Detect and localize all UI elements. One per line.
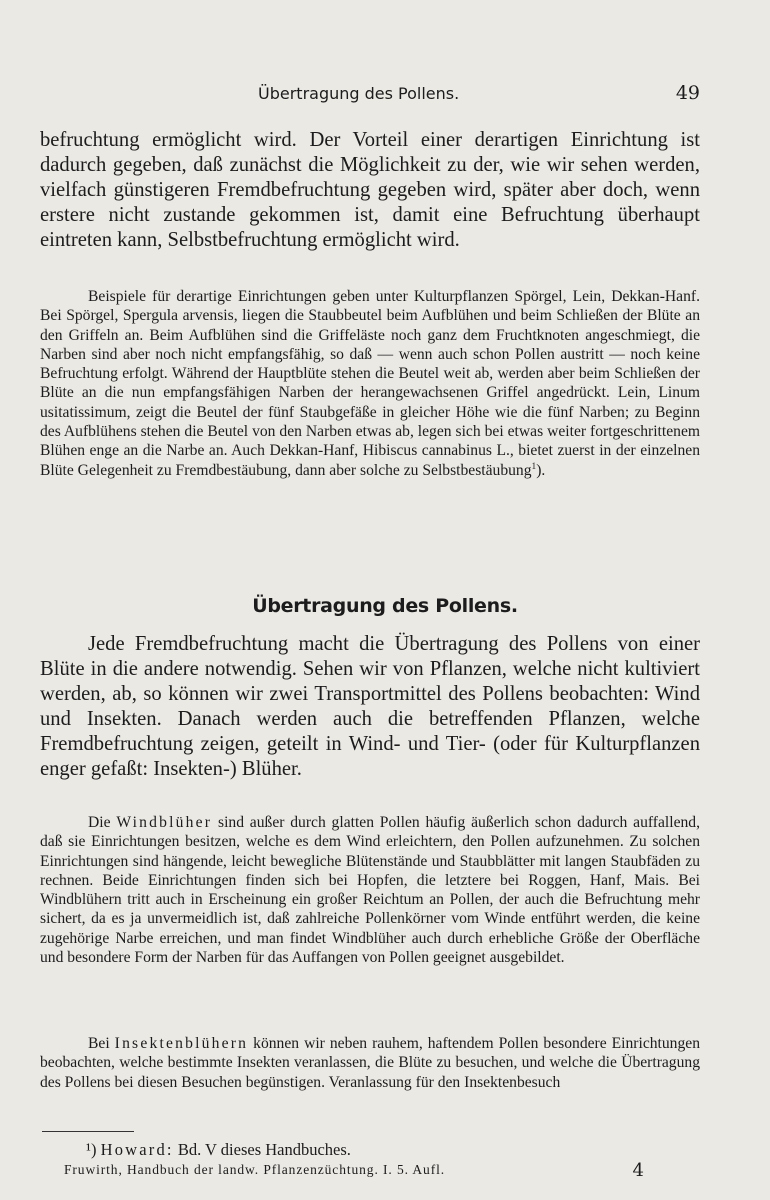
signature-mark: 4 <box>632 1160 644 1181</box>
paragraph-examples <box>40 287 700 480</box>
footnote-mark: ¹) <box>86 1140 97 1159</box>
term-windblueher: Windblüher <box>116 814 213 831</box>
paragraph-insect-prefix: Bei <box>88 1035 110 1052</box>
paragraph-examples-end: ). <box>536 461 546 479</box>
paragraph-examples-text: Beispiele für derartige Einrichtungen geben unter Kulturpflanzen Spörgel, Lein, Dekkan-Hanf. Bei Spörgel, Spergula arvensis, liegen die Staubbeutel beim Aufblühen und beim Schließen der Blüte an den Griffeln an. Beim Aufblühen sind die Griffeläste noch ganz dem Fruchtknoten angeschmiegt, die Narben sind aber noch nicht empfangsfähig, so daß — wenn auch schon Pollen austritt — noch keine Befruchtung erfolgt. Während der Hauptblüte stehen die Beutel weit ab, werden aber beim Schließen der Blüte an die nun empfangsfähigen Narben der herangewachsenen Griffel angedrückt. Lein, Linum usitatissimum, zeigt die Beutel der fünf Staubgefäße in gleicher Höhe wie die fünf Narben; zu Beginn des Aufblühens stehen die Beutel von den Narben etwas ab, legen sich bei etwas weiter fortgeschrittenem Blühen enge an die Narbe an. Auch Dekkan-Hanf, Hibiscus cannabinus L., bietet zuerst in der einzelnen Blüte Gelegenheit zu Fremdbestäubung, dann aber solche zu Selbstbestäubung <box>40 288 700 479</box>
paragraph-section-intro: Jede Fremdbefruchtung macht die Übertragung des Pollens von einer Blüte in die andere notwendig. Sehen wir von Pflanzen, welche nicht kultiviert werden, ab, so können wir zwei Transportmittel des Pollens beobachten: Wind und Insekten. Danach werden auch die betreffenden Pflanzen, welche Fremdbefruchtung zeigen, geteilt in Wind- und Tier- (oder für Kulturpflanzen enger gefaßt: Insekten-) Blüher. <box>40 633 700 781</box>
paragraph-wind-text: sind außer durch glatten Pollen häufig äußerlich schon dadurch auffallend, daß sie Einrichtungen besitzen, welche es dem Wind erleichtern, den Pollen aufzunehmen. Zu solchen Einrichtungen sind hängende, leicht bewegliche Blütenstände und Staubblätter mit langen Staubfäden zu rechnen. Beide Einrichtungen finden sich bei Hopfen, die letztere bei Roggen, Hanf, Mais. Bei Windblühern tritt auch in Erscheinung ein großer Reichtum an Pollen, der auch die Befruchtung mehr sichert, da es ja unvermeidlich ist, daß zahlreiche Pollenkörner vom Winde entführt werden, die keine zugehörige Narbe erreichen, und man findet Windblüher auch durch erhebliche Größe der Oberfläche und besondere Form der Narben für das Auffangen von Pollen geeignet ausgebildet. <box>40 814 700 967</box>
paragraph-insect <box>40 1034 700 1092</box>
footnote-author: Howard: <box>100 1140 174 1159</box>
paragraph-insect-text: können wir neben rauhem, haftendem Pollen besondere Einrichtungen beobachten, welche bestimmte Insekten veranlassen, die Blüte zu besuchen, und welche die Übertragung des Pollens bei diesen Besuchen begünstigen. Veranlassung für den Insektenbesuch <box>40 1035 700 1091</box>
footnote-text: Bd. V dieses Handbuches. <box>177 1140 351 1159</box>
running-head <box>0 84 770 110</box>
imprint-line: Fruwirth, Handbuch der landw. Pflanzenzüchtung. I. 5. Aufl. <box>64 1162 446 1177</box>
paragraph-wind <box>40 813 700 967</box>
footnote-divider <box>42 1131 134 1132</box>
paragraph-intro: befruchtung ermöglicht wird. Der Vorteil einer derartigen Einrichtung ist dadurch gegeben, daß zunächst die Möglichkeit zu der, wie wir sehen werden, vielfach günstigeren Fremdbefruchtung gegeben wird, später aber doch, wenn erstere nicht zustande gekommen ist, damit eine Befruchtung überhaupt eintreten kann, Selbstbefruchtung ermöglicht wird. <box>40 129 700 252</box>
footnote-reference: 1 <box>531 461 537 472</box>
section-heading: Übertragung des Pollens. <box>252 595 518 617</box>
term-insektenblueher: Insektenblühern <box>114 1035 249 1052</box>
running-head-title: Übertragung des Pollens. <box>258 84 460 103</box>
footnote <box>86 1140 351 1160</box>
page-number: 49 <box>675 82 700 104</box>
paragraph-wind-prefix: Die <box>88 814 111 831</box>
